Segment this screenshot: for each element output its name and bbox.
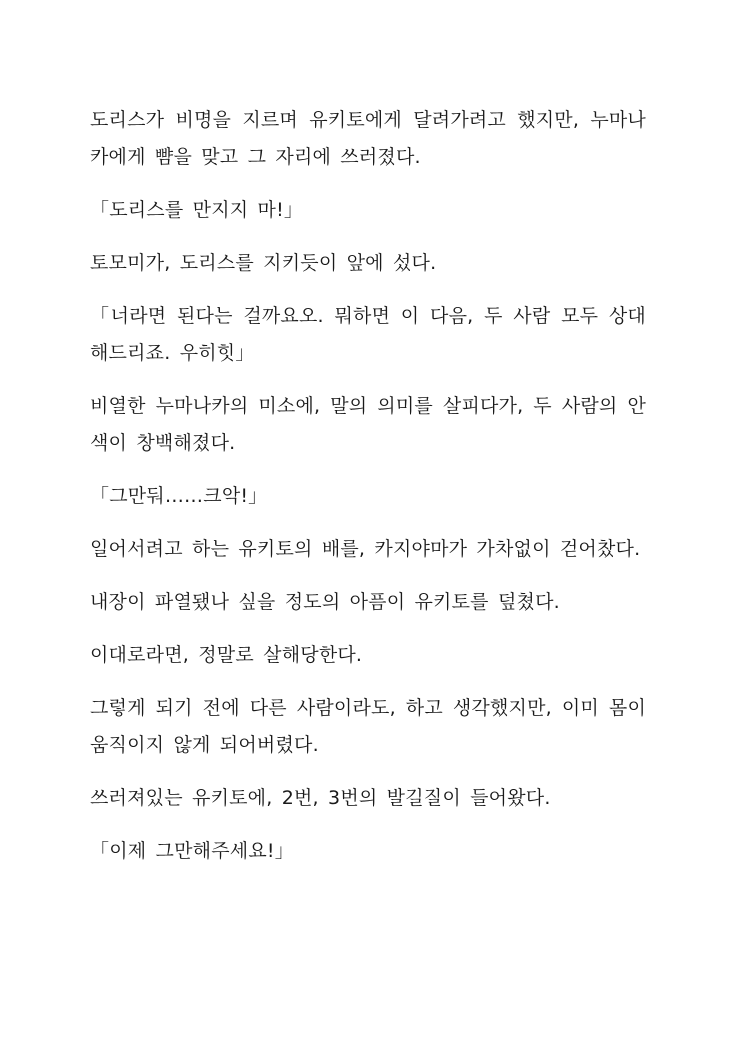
paragraph-8: 내장이 파열됐나 싶을 정도의 아픔이 유키토를 덮쳤다. — [90, 591, 560, 613]
paragraph-5: 비열한 누마나카의 미소에, 말의 의미를 살피다가, 두 사람의 안색이 창백해졌다. — [90, 395, 646, 454]
paragraph-2: 「도리스를 만지지 마!」 — [90, 199, 304, 221]
paragraph-9: 이대로라면, 정말로 살해당한다. — [90, 644, 363, 666]
paragraph-12: 「이제 그만해주세요!」 — [90, 840, 294, 862]
document-page — [90, 102, 646, 886]
paragraph-6: 「그만둬……크악!」 — [90, 485, 268, 507]
paragraph-4: 「너라면 된다는 걸까요오. 뭐하면 이 다음, 두 사람 모두 상대해드리죠. 우히힛」 — [90, 305, 646, 364]
paragraph-10: 그렇게 되기 전에 다른 사람이라도, 하고 생각했지만, 이미 몸이 움직이지 않게 되어버렸다. — [90, 697, 646, 756]
paragraph-1: 도리스가 비명을 지르며 유키토에게 달려가려고 했지만, 누마나카에게 뺨을 맞고 그 자리에 쓰러졌다. — [90, 109, 646, 168]
paragraph-3: 토모미가, 도리스를 지키듯이 앞에 섰다. — [90, 252, 437, 274]
paragraph-7: 일어서려고 하는 유키토의 배를, 카지야마가 가차없이 걷어찼다. — [90, 538, 641, 560]
paragraph-11: 쓰러져있는 유키토에, 2번, 3번의 발길질이 들어왔다. — [90, 787, 551, 809]
